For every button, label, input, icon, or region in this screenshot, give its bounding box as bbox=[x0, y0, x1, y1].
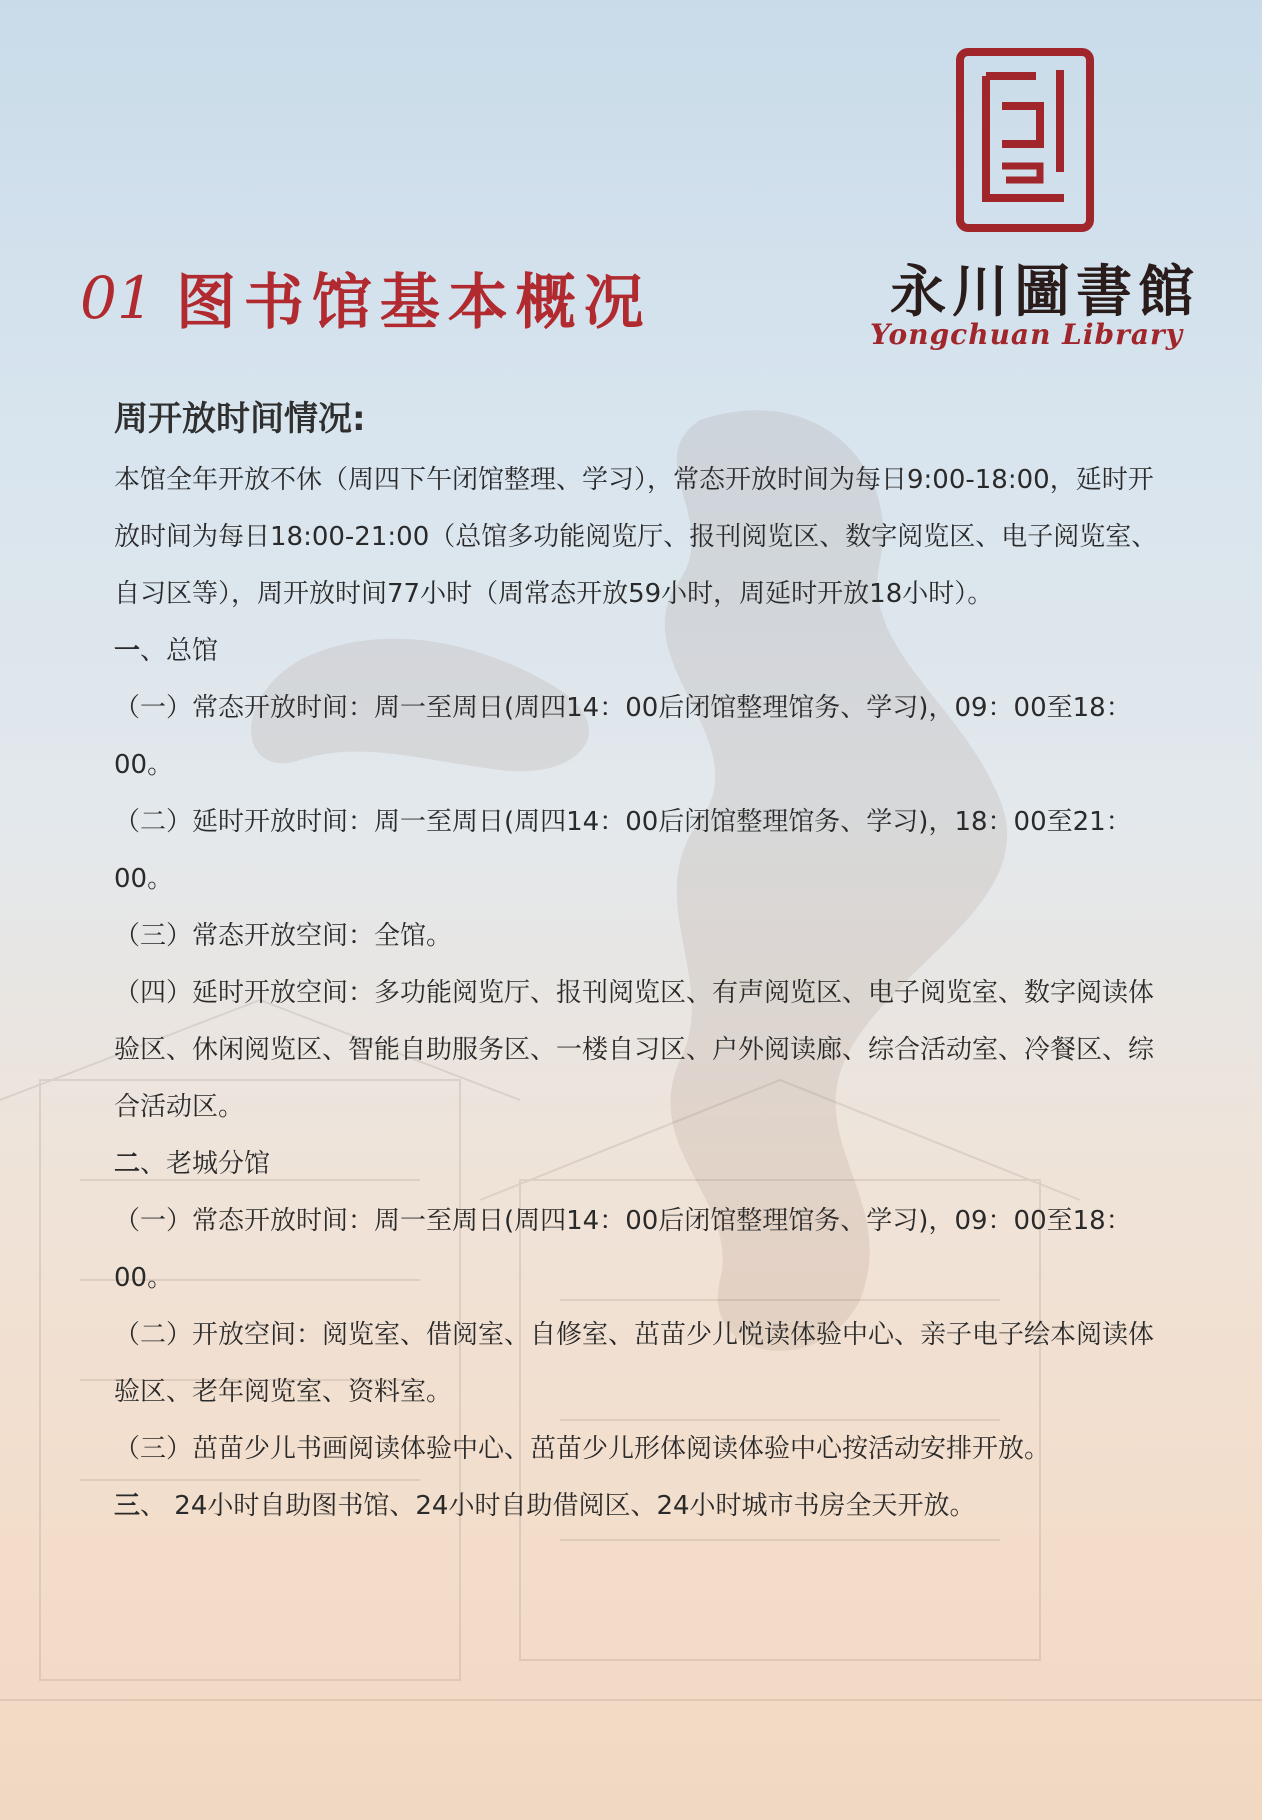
seal-icon bbox=[956, 48, 1094, 232]
section-1-number: 一 bbox=[114, 636, 141, 666]
section-1-item: （四）延时开放空间：多功能阅览厅、报刊阅览区、有声阅览区、电子阅览室、数字阅读体验区、休闲阅览区、智能自助服务区、一楼自习区、户外阅读廊、综合活动室、冷餐区、综合活动区。 bbox=[114, 978, 1155, 1122]
section-3-label: 、 24小时自助图书馆、24小时自助借阅区、24小时城市书房全天开放。 bbox=[140, 1491, 976, 1521]
section-1-item: （三）常态开放空间：全馆。 bbox=[114, 921, 453, 951]
section-2-item: （一）常态开放时间：周一至周日(周四14：00后闭馆整理馆务、学习)，09：00至18：00。 bbox=[114, 1206, 1132, 1293]
section-1-title bbox=[114, 623, 1174, 680]
section-3-title bbox=[114, 1478, 1174, 1535]
logo-english-name: Yongchuan Library bbox=[870, 318, 1183, 351]
title-number: 01 bbox=[80, 264, 154, 332]
section-2-label: 、老城分馆 bbox=[140, 1149, 271, 1179]
logo-name: 永川圖書館 bbox=[890, 259, 1200, 325]
section-1-item: （一）常态开放时间：周一至周日(周四14：00后闭馆整理馆务、学习)，09：00至18：00。 bbox=[114, 693, 1132, 780]
section-1-item: （二）延时开放时间：周一至周日(周四14：00后闭馆整理馆务、学习)，18：00至21：00。 bbox=[114, 807, 1132, 894]
section-1-label: 、总馆 bbox=[140, 636, 219, 666]
section-2-item: （三）茁苗少儿书画阅读体验中心、茁苗少儿形体阅读体验中心按活动安排开放。 bbox=[114, 1434, 1051, 1464]
section-heading: 周开放时间情况: bbox=[114, 399, 366, 439]
section-2-number: 二 bbox=[114, 1149, 141, 1179]
page-title bbox=[80, 258, 840, 338]
section-2-title bbox=[114, 1136, 1174, 1193]
main-content bbox=[114, 390, 1174, 1535]
library-logo bbox=[860, 48, 1200, 368]
intro-paragraph: 本馆全年开放不休（周四下午闭馆整理、学习），常态开放时间为每日9:00-18:00，延时开放时间为每日18:00-21:00（总馆多功能阅览厅、报刊阅览区、数字阅览区、电子阅览室、自习区等），周开放时间77小时（周常态开放59小时，周延时开放18小时）。 bbox=[114, 465, 1158, 609]
section-2-item: （二）开放空间：阅览室、借阅室、自修室、茁苗少儿悦读体验中心、亲子电子绘本阅读体验区、老年阅览室、资料室。 bbox=[114, 1320, 1155, 1407]
title-text: 图书馆基本概况 bbox=[175, 268, 652, 338]
page-header bbox=[0, 0, 1262, 380]
section-3-number: 三 bbox=[114, 1491, 141, 1521]
